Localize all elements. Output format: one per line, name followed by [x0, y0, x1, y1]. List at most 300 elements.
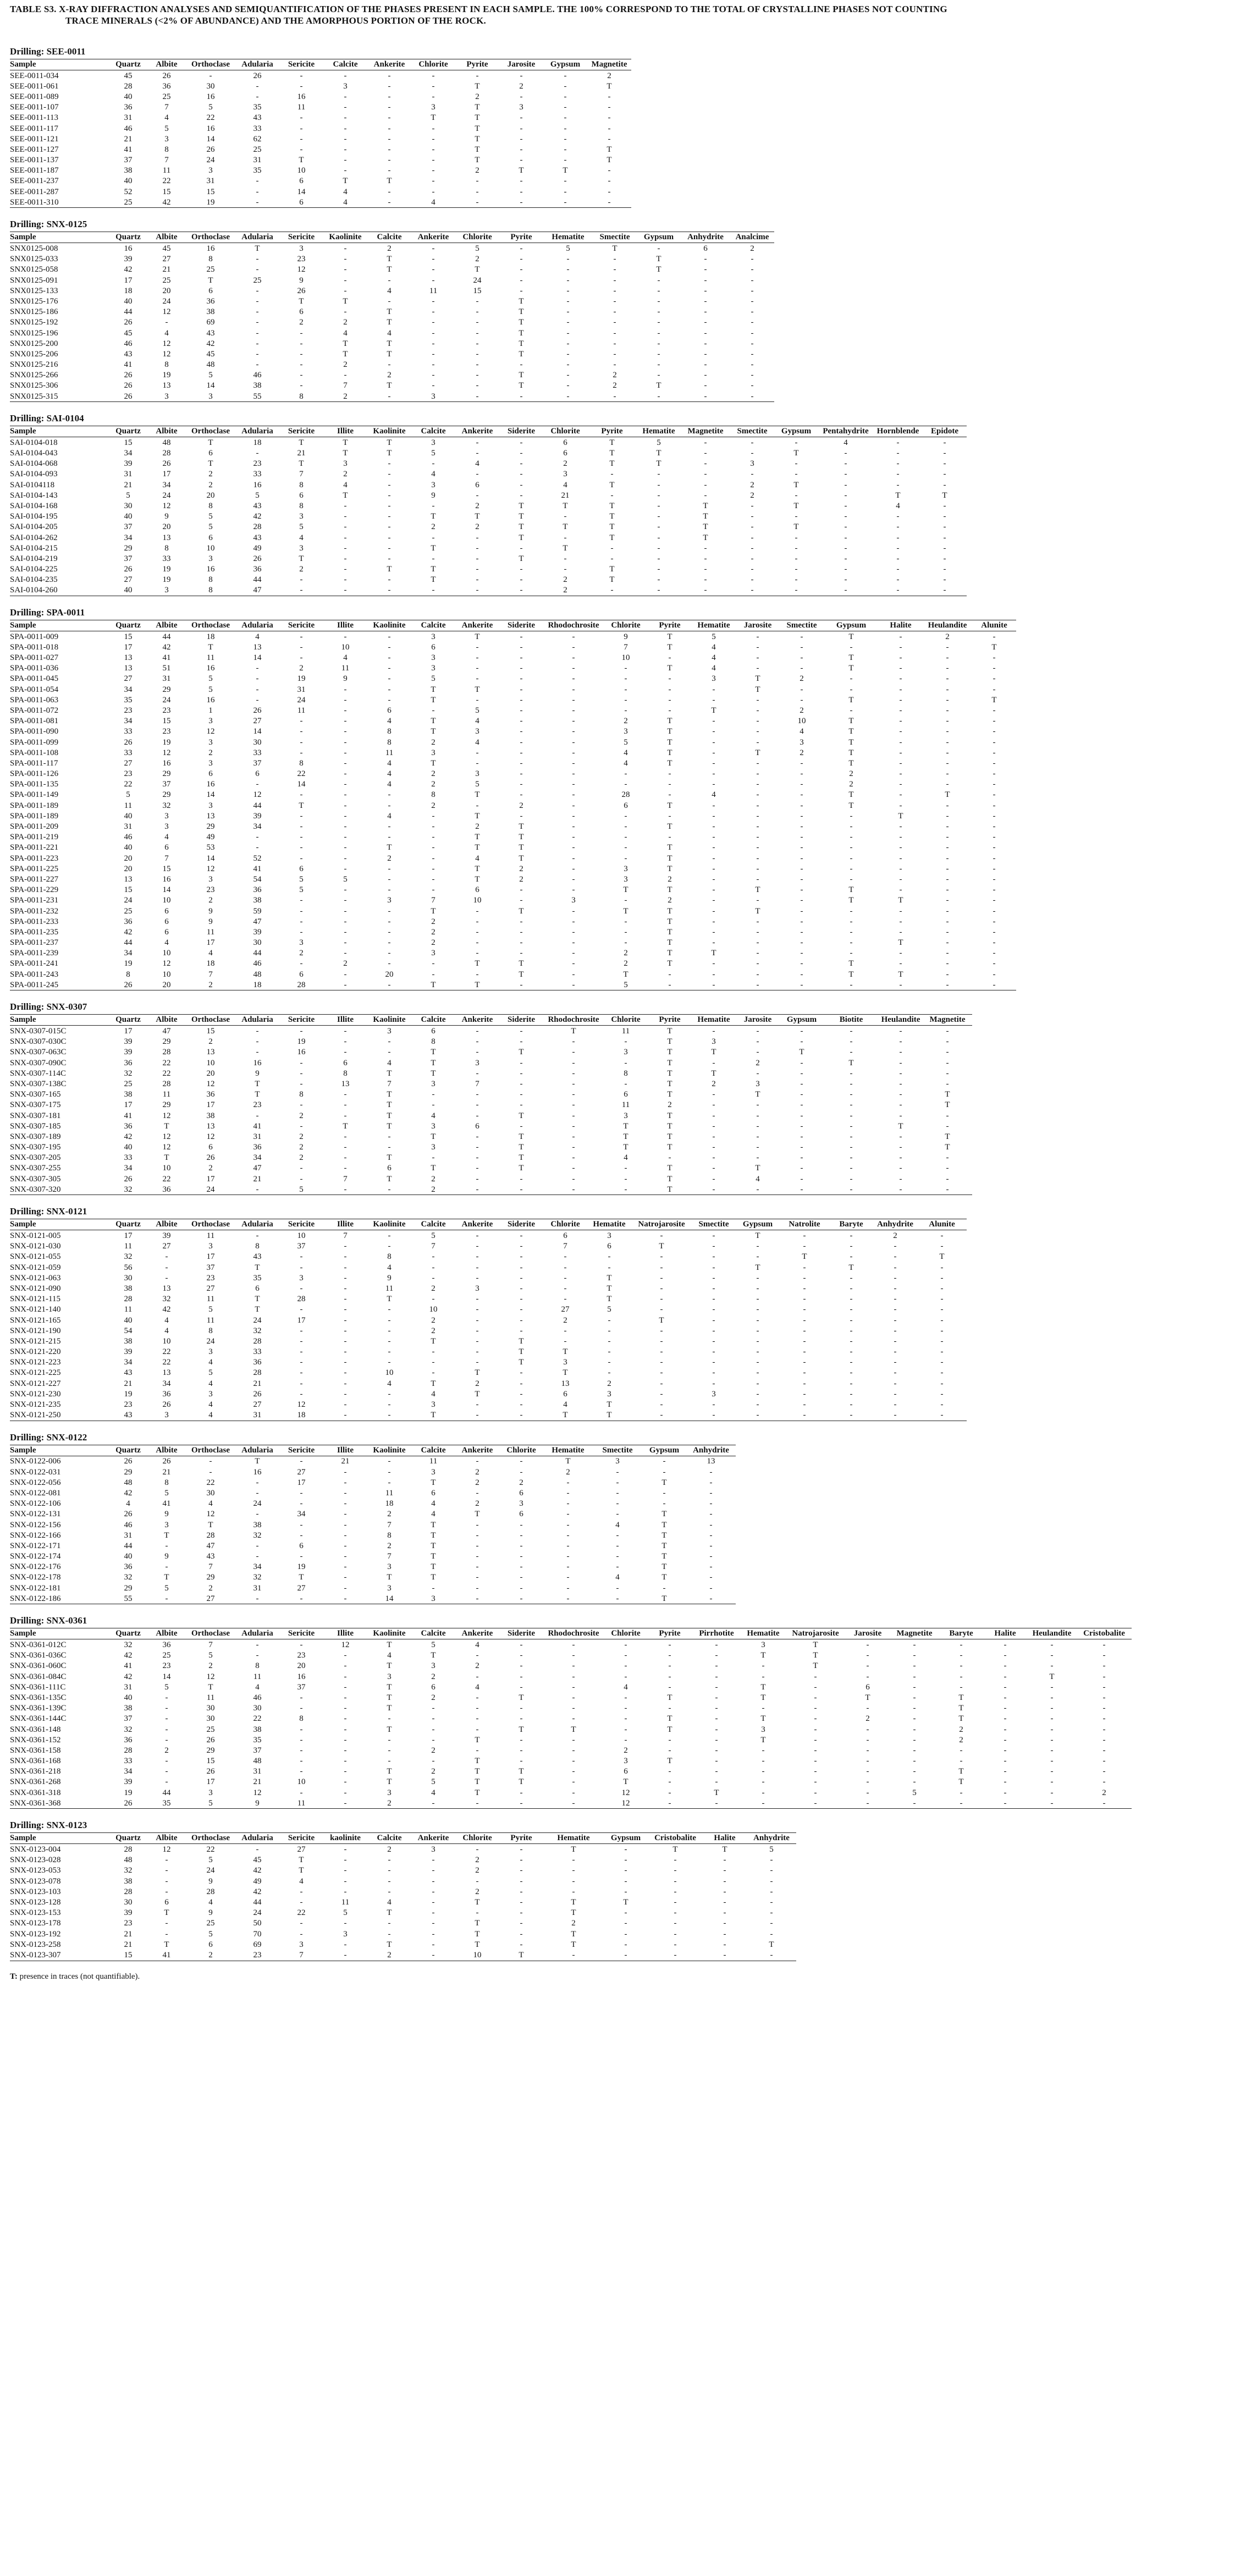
phase-value: - — [879, 1184, 923, 1195]
phase-value: 41 — [253, 1121, 262, 1131]
phase-value: 55 — [109, 1593, 147, 1604]
phase-value: T — [714, 1788, 719, 1797]
column-header: Gypsum — [780, 1015, 824, 1026]
table-row — [10, 1456, 736, 1467]
phase-value: - — [850, 874, 853, 884]
phase-value: - — [256, 1651, 259, 1660]
phase-value: - — [432, 554, 435, 563]
phase-value: - — [344, 801, 347, 810]
sample-id: SEE-0011-310 — [10, 197, 109, 208]
phase-value: - — [946, 1174, 949, 1184]
phase-value: - — [668, 780, 671, 789]
phase-value: - — [762, 1767, 765, 1776]
phase-value: 3 — [387, 1583, 392, 1593]
sample-id: SNX-0123-178 — [10, 1919, 61, 1928]
phase-value: - — [866, 1641, 869, 1650]
phase-value: T — [667, 1174, 672, 1184]
phase-value: - — [674, 1919, 677, 1928]
table-row — [10, 1378, 967, 1389]
phase-value: - — [1102, 1767, 1106, 1776]
phase-value: 56 — [124, 1263, 133, 1272]
phase-value: - — [800, 917, 803, 926]
phase-value: - — [476, 1358, 479, 1367]
phase-value: - — [344, 1368, 347, 1378]
phase-value: - — [344, 748, 347, 757]
phase-value: 7 — [164, 854, 169, 863]
phase-value: - — [476, 1336, 479, 1346]
phase-value: 40 — [124, 296, 133, 306]
phase-value: T — [475, 833, 480, 842]
phase-value: - — [896, 459, 900, 469]
phase-value: 35 — [147, 1798, 186, 1809]
phase-value: 10 — [297, 1777, 306, 1787]
phase-value: T — [387, 1682, 392, 1692]
phase-value: 2 — [299, 664, 304, 673]
phase-value: 8 — [164, 145, 169, 154]
phase-value: 24 — [206, 1336, 215, 1346]
phase-value: 2 — [475, 1379, 479, 1388]
phase-value: - — [476, 1876, 479, 1886]
phase-value: 24 — [253, 1315, 262, 1325]
phase-value: - — [800, 1100, 803, 1110]
phase-value: - — [300, 1069, 303, 1078]
phase-value: - — [723, 1876, 726, 1886]
phase-value: - — [432, 1714, 435, 1724]
phase-value: - — [723, 1919, 726, 1928]
phase-value: T — [667, 885, 672, 895]
phase-value: - — [476, 1048, 479, 1057]
phase-value: - — [993, 674, 996, 684]
phase-value: - — [894, 1368, 897, 1378]
phase-value: - — [476, 1746, 479, 1755]
column-header: Smectite — [730, 426, 774, 437]
phase-value: 3 — [387, 1562, 392, 1572]
phase-value: 49 — [253, 1876, 262, 1886]
phase-value: - — [800, 1174, 803, 1184]
phase-value: - — [564, 145, 567, 154]
phase-value: - — [543, 1950, 604, 1961]
table-row — [10, 1325, 967, 1336]
phase-value: 39 — [124, 459, 133, 469]
phase-value: - — [899, 1132, 902, 1141]
phase-value: 47 — [206, 1541, 215, 1550]
phase-value: 4 — [712, 790, 716, 800]
phase-value: 8 — [255, 1242, 260, 1251]
phase-value: 18 — [235, 979, 279, 990]
phase-value: 16 — [206, 124, 215, 133]
phase-value: - — [344, 938, 347, 948]
phase-value: 42 — [124, 1651, 133, 1660]
phase-value: - — [520, 1562, 523, 1572]
phase-value: - — [256, 449, 259, 458]
phase-value: 14 — [206, 790, 215, 800]
phase-value: - — [432, 1273, 435, 1283]
phase-value: - — [844, 543, 847, 553]
phase-value: - — [300, 790, 303, 800]
table-row — [10, 480, 967, 490]
phase-value: - — [564, 1263, 567, 1272]
phase-value: - — [993, 874, 996, 884]
phase-value: T — [607, 1273, 612, 1283]
sample-id: SNX-0123-192 — [10, 1929, 61, 1939]
phase-value: - — [520, 1273, 523, 1283]
column-header: Rhodochrosite — [543, 1628, 604, 1639]
phase-value: 27 — [124, 758, 133, 768]
phase-value: T — [431, 1048, 436, 1057]
phase-value: 26 — [162, 71, 171, 80]
phase-value: - — [432, 959, 435, 968]
phase-value: - — [388, 1305, 391, 1314]
phase-value: - — [709, 1562, 713, 1572]
phase-value: 2 — [624, 717, 628, 726]
column-header: Jarosite — [499, 59, 543, 70]
phase-value: - — [668, 1767, 671, 1776]
phase-value: T — [667, 1714, 672, 1724]
phase-value: - — [432, 1856, 435, 1865]
phase-value: - — [896, 512, 900, 521]
phase-value: 13 — [124, 664, 133, 673]
phase-value: - — [709, 1510, 713, 1519]
table-row — [10, 564, 967, 575]
phase-value: - — [566, 371, 570, 380]
phase-value: T — [164, 1940, 169, 1949]
phase-value: - — [476, 543, 479, 553]
phase-value: - — [165, 1929, 168, 1939]
column-header: Albite — [147, 1833, 186, 1844]
phase-value: - — [692, 1184, 736, 1195]
phase-value: - — [946, 906, 949, 916]
sample-id: SAI-0104-168 — [10, 501, 58, 510]
phase-value: - — [344, 1887, 347, 1896]
table-row — [10, 1908, 796, 1918]
phase-value: T — [609, 533, 615, 542]
table-row — [10, 144, 631, 155]
table-caption — [10, 3, 1110, 26]
phase-value: - — [923, 979, 972, 990]
phase-value: - — [631, 1410, 692, 1421]
phase-value: - — [913, 1767, 916, 1776]
column-header: Magnetite — [681, 426, 730, 437]
phase-value: 2 — [607, 71, 611, 80]
drilling-section — [10, 1001, 1247, 1195]
phase-value: 48 — [253, 1757, 262, 1766]
phase-value: - — [712, 1368, 715, 1378]
phase-value: - — [388, 695, 391, 704]
column-header: Hornblende — [873, 426, 923, 437]
phase-value: 6 — [519, 1488, 523, 1498]
phase-value: T — [656, 255, 661, 264]
phase-value: - — [800, 885, 803, 895]
phase-value: - — [520, 885, 523, 895]
phase-value: - — [873, 1410, 917, 1421]
column-header: Calcite — [411, 1445, 455, 1456]
phase-value: - — [712, 1111, 715, 1120]
column-header: Rhodochrosite — [543, 620, 604, 631]
phase-value: 3 — [411, 391, 455, 402]
phase-value: - — [660, 1295, 663, 1304]
sample-id: SNX0125-306 — [10, 381, 58, 390]
phase-value: - — [943, 449, 946, 458]
phase-value: 17 — [162, 470, 171, 479]
phase-value: - — [432, 843, 435, 852]
phase-value: - — [476, 318, 479, 327]
phase-value: - — [344, 927, 347, 937]
phase-value: - — [660, 1336, 663, 1346]
phase-value: - — [762, 1777, 765, 1787]
phase-value: - — [1050, 1661, 1054, 1671]
table-row — [10, 1540, 736, 1551]
phase-value: 2 — [343, 360, 348, 370]
phase-value: - — [300, 339, 303, 348]
phase-value: - — [624, 1929, 627, 1939]
phase-value: 28 — [162, 1079, 171, 1088]
phase-value: 43 — [253, 1252, 262, 1262]
phase-value: 3 — [624, 864, 628, 873]
phase-value: 9 — [255, 1069, 260, 1078]
phase-value: 39 — [162, 1231, 171, 1241]
phase-value: - — [715, 1672, 718, 1681]
phase-value: T — [519, 328, 524, 338]
phase-value: 3 — [343, 1929, 348, 1939]
phase-value: - — [566, 1583, 570, 1593]
phase-value: - — [709, 1467, 713, 1477]
phase-value: - — [388, 360, 391, 370]
phase-value: T — [760, 1693, 766, 1702]
table-row — [10, 1639, 1132, 1650]
phase-value: - — [993, 864, 996, 873]
sample-id: SNX-0361-158 — [10, 1746, 61, 1755]
phase-value: - — [712, 822, 715, 832]
phase-value: - — [367, 197, 411, 208]
phase-value: - — [476, 1132, 479, 1141]
phase-value: - — [674, 1866, 677, 1875]
phase-value: - — [993, 970, 996, 979]
column-header: Chlorite — [604, 1015, 648, 1026]
phase-value: - — [624, 1174, 627, 1184]
phase-value: T — [387, 565, 392, 574]
phase-value: T — [667, 949, 672, 958]
phase-value: 33 — [124, 1153, 133, 1163]
phase-value: 14 — [162, 1672, 171, 1681]
phase-value: - — [803, 1368, 806, 1378]
column-header: Gypsum — [543, 59, 587, 70]
phase-value: 36 — [206, 1090, 215, 1099]
phase-value: 5 — [208, 1651, 213, 1660]
phase-value: - — [520, 1788, 523, 1797]
phase-value: - — [367, 391, 411, 402]
phase-value: - — [624, 1940, 627, 1949]
phase-value: - — [993, 885, 996, 895]
phase-value: 44 — [124, 938, 133, 948]
drilling-section — [10, 46, 1247, 208]
phase-value: T — [387, 381, 392, 390]
phase-value: - — [300, 1788, 303, 1797]
phase-value: 26 — [124, 565, 133, 574]
phase-value: - — [432, 307, 435, 317]
phase-value: - — [946, 1111, 949, 1120]
phase-value: - — [943, 565, 946, 574]
phase-value: - — [432, 864, 435, 873]
phase-value: 48 — [124, 1856, 133, 1865]
table-row — [10, 1950, 796, 1961]
phase-value: - — [712, 906, 715, 916]
phase-value: 12 — [206, 1510, 215, 1519]
phase-value: - — [747, 1950, 796, 1961]
phase-value: 18 — [253, 438, 262, 447]
phase-value: - — [300, 1641, 303, 1650]
table-row — [10, 1026, 972, 1037]
sample-id: SNX0125-192 — [10, 318, 58, 327]
phase-value: 6 — [164, 927, 169, 937]
column-header: Jarosite — [846, 1628, 890, 1639]
phase-value: 25 — [253, 145, 262, 154]
document — [10, 3, 1247, 1981]
phase-value: - — [520, 543, 523, 553]
phase-value: 7 — [563, 1242, 567, 1251]
phase-value: 7 — [208, 970, 213, 979]
phase-value: 2 — [299, 1143, 304, 1152]
phase-value: 4 — [255, 1682, 260, 1692]
phase-value: - — [165, 1273, 168, 1283]
sample-id: SNX-0361-012C — [10, 1641, 67, 1650]
phase-value: 5 — [164, 1583, 169, 1593]
phase-value: - — [520, 780, 523, 789]
phase-value: - — [520, 1389, 523, 1399]
phase-value: 38 — [124, 1090, 133, 1099]
phase-value: - — [712, 727, 715, 736]
phase-value: 3 — [475, 1058, 479, 1067]
phase-value: 35 — [253, 166, 262, 175]
table-row — [10, 1153, 972, 1163]
phase-value: 1 — [208, 706, 213, 715]
phase-value: 3 — [343, 81, 348, 91]
phase-value: 5 — [208, 371, 213, 380]
phase-value: T — [255, 1090, 260, 1099]
column-header: Heulandite — [1027, 1628, 1077, 1639]
table-row — [10, 1530, 736, 1540]
phase-value: - — [899, 906, 902, 916]
phase-value: - — [899, 1037, 902, 1047]
phase-value: - — [344, 1143, 347, 1152]
phase-value: - — [762, 1788, 765, 1797]
phase-value: T — [607, 1284, 612, 1293]
phase-value: - — [344, 1725, 347, 1734]
phase-value: T — [475, 134, 480, 144]
phase-value: 6 — [343, 1058, 348, 1067]
phase-value: - — [736, 1410, 780, 1421]
phase-value: 9 — [624, 632, 628, 641]
phase-value: T — [164, 1908, 169, 1918]
phase-value: T — [387, 1111, 392, 1120]
phase-value: T — [755, 885, 760, 895]
phase-value: 2 — [566, 1467, 570, 1477]
phase-value: - — [657, 296, 660, 306]
phase-value: 5 — [126, 491, 130, 500]
phase-value: 4 — [343, 187, 348, 196]
phase-value: - — [899, 1090, 902, 1099]
phase-value: 15 — [162, 864, 171, 873]
phase-value: T — [848, 727, 854, 736]
column-header: Calcite — [411, 1219, 455, 1230]
phase-value: - — [770, 1866, 773, 1875]
column-header: Chlorite — [604, 1628, 648, 1639]
phase-value: 26 — [253, 1389, 262, 1399]
phase-value: - — [543, 979, 604, 990]
phase-value: 36 — [124, 103, 133, 112]
phase-value: 4 — [164, 833, 169, 842]
table-row — [10, 1865, 796, 1876]
phase-value: - — [712, 1326, 715, 1335]
phase-value: T — [519, 1336, 524, 1346]
phase-value: T — [667, 1132, 672, 1141]
phase-value: - — [946, 949, 949, 958]
phase-value: - — [894, 1263, 897, 1272]
sample-id: SPA-0011-027 — [10, 653, 59, 663]
phase-value: 49 — [206, 833, 215, 842]
phase-value: T — [387, 265, 392, 274]
phase-value: T — [519, 1358, 524, 1367]
sample-id: SNX0125-200 — [10, 339, 58, 348]
phase-value: - — [800, 1153, 803, 1163]
phase-value: - — [432, 1100, 435, 1110]
phase-value: - — [256, 339, 259, 348]
phase-value: - — [388, 554, 391, 563]
phase-value: T — [475, 81, 480, 91]
phase-value: 28 — [297, 1295, 306, 1304]
phase-value: 3 — [208, 737, 213, 747]
phase-value: T — [387, 1090, 392, 1099]
phase-value: - — [323, 1184, 367, 1195]
phase-value: 15 — [124, 632, 133, 641]
phase-value: - — [564, 1273, 567, 1283]
phase-value: 44 — [124, 307, 133, 317]
phase-value: 38 — [253, 1725, 262, 1734]
phase-value: - — [520, 685, 523, 694]
phase-value: - — [499, 1410, 543, 1421]
phase-value: T — [387, 1704, 392, 1713]
phase-value: - — [899, 874, 902, 884]
table-row — [10, 113, 631, 123]
phase-value: T — [519, 1725, 524, 1734]
phase-value: - — [572, 1079, 575, 1088]
phase-value: - — [756, 780, 759, 789]
column-header: Hematite — [741, 1628, 785, 1639]
phase-value: T — [612, 244, 618, 254]
phase-value: - — [668, 790, 671, 800]
sample-id: SPA-0011-135 — [10, 780, 59, 789]
phase-value: T — [711, 949, 716, 958]
phase-value: - — [344, 885, 347, 895]
phase-value: - — [850, 1048, 853, 1057]
phase-value: 5 — [475, 706, 479, 715]
phase-value: 41 — [253, 864, 262, 873]
phase-value: - — [818, 585, 873, 596]
phase-value: - — [610, 470, 614, 479]
phase-value: - — [715, 1777, 718, 1787]
phase-value: 26 — [206, 1153, 215, 1163]
phase-value: - — [637, 585, 681, 596]
table-row — [10, 349, 774, 359]
phase-value: - — [165, 1735, 168, 1744]
phase-value: T — [519, 1048, 524, 1057]
phase-value: - — [572, 727, 575, 736]
table-row — [10, 275, 774, 285]
phase-value: - — [344, 1090, 347, 1099]
phase-value: - — [520, 92, 523, 101]
phase-value: - — [751, 339, 754, 348]
phase-value: - — [800, 874, 803, 884]
phase-value: T — [667, 1048, 672, 1057]
